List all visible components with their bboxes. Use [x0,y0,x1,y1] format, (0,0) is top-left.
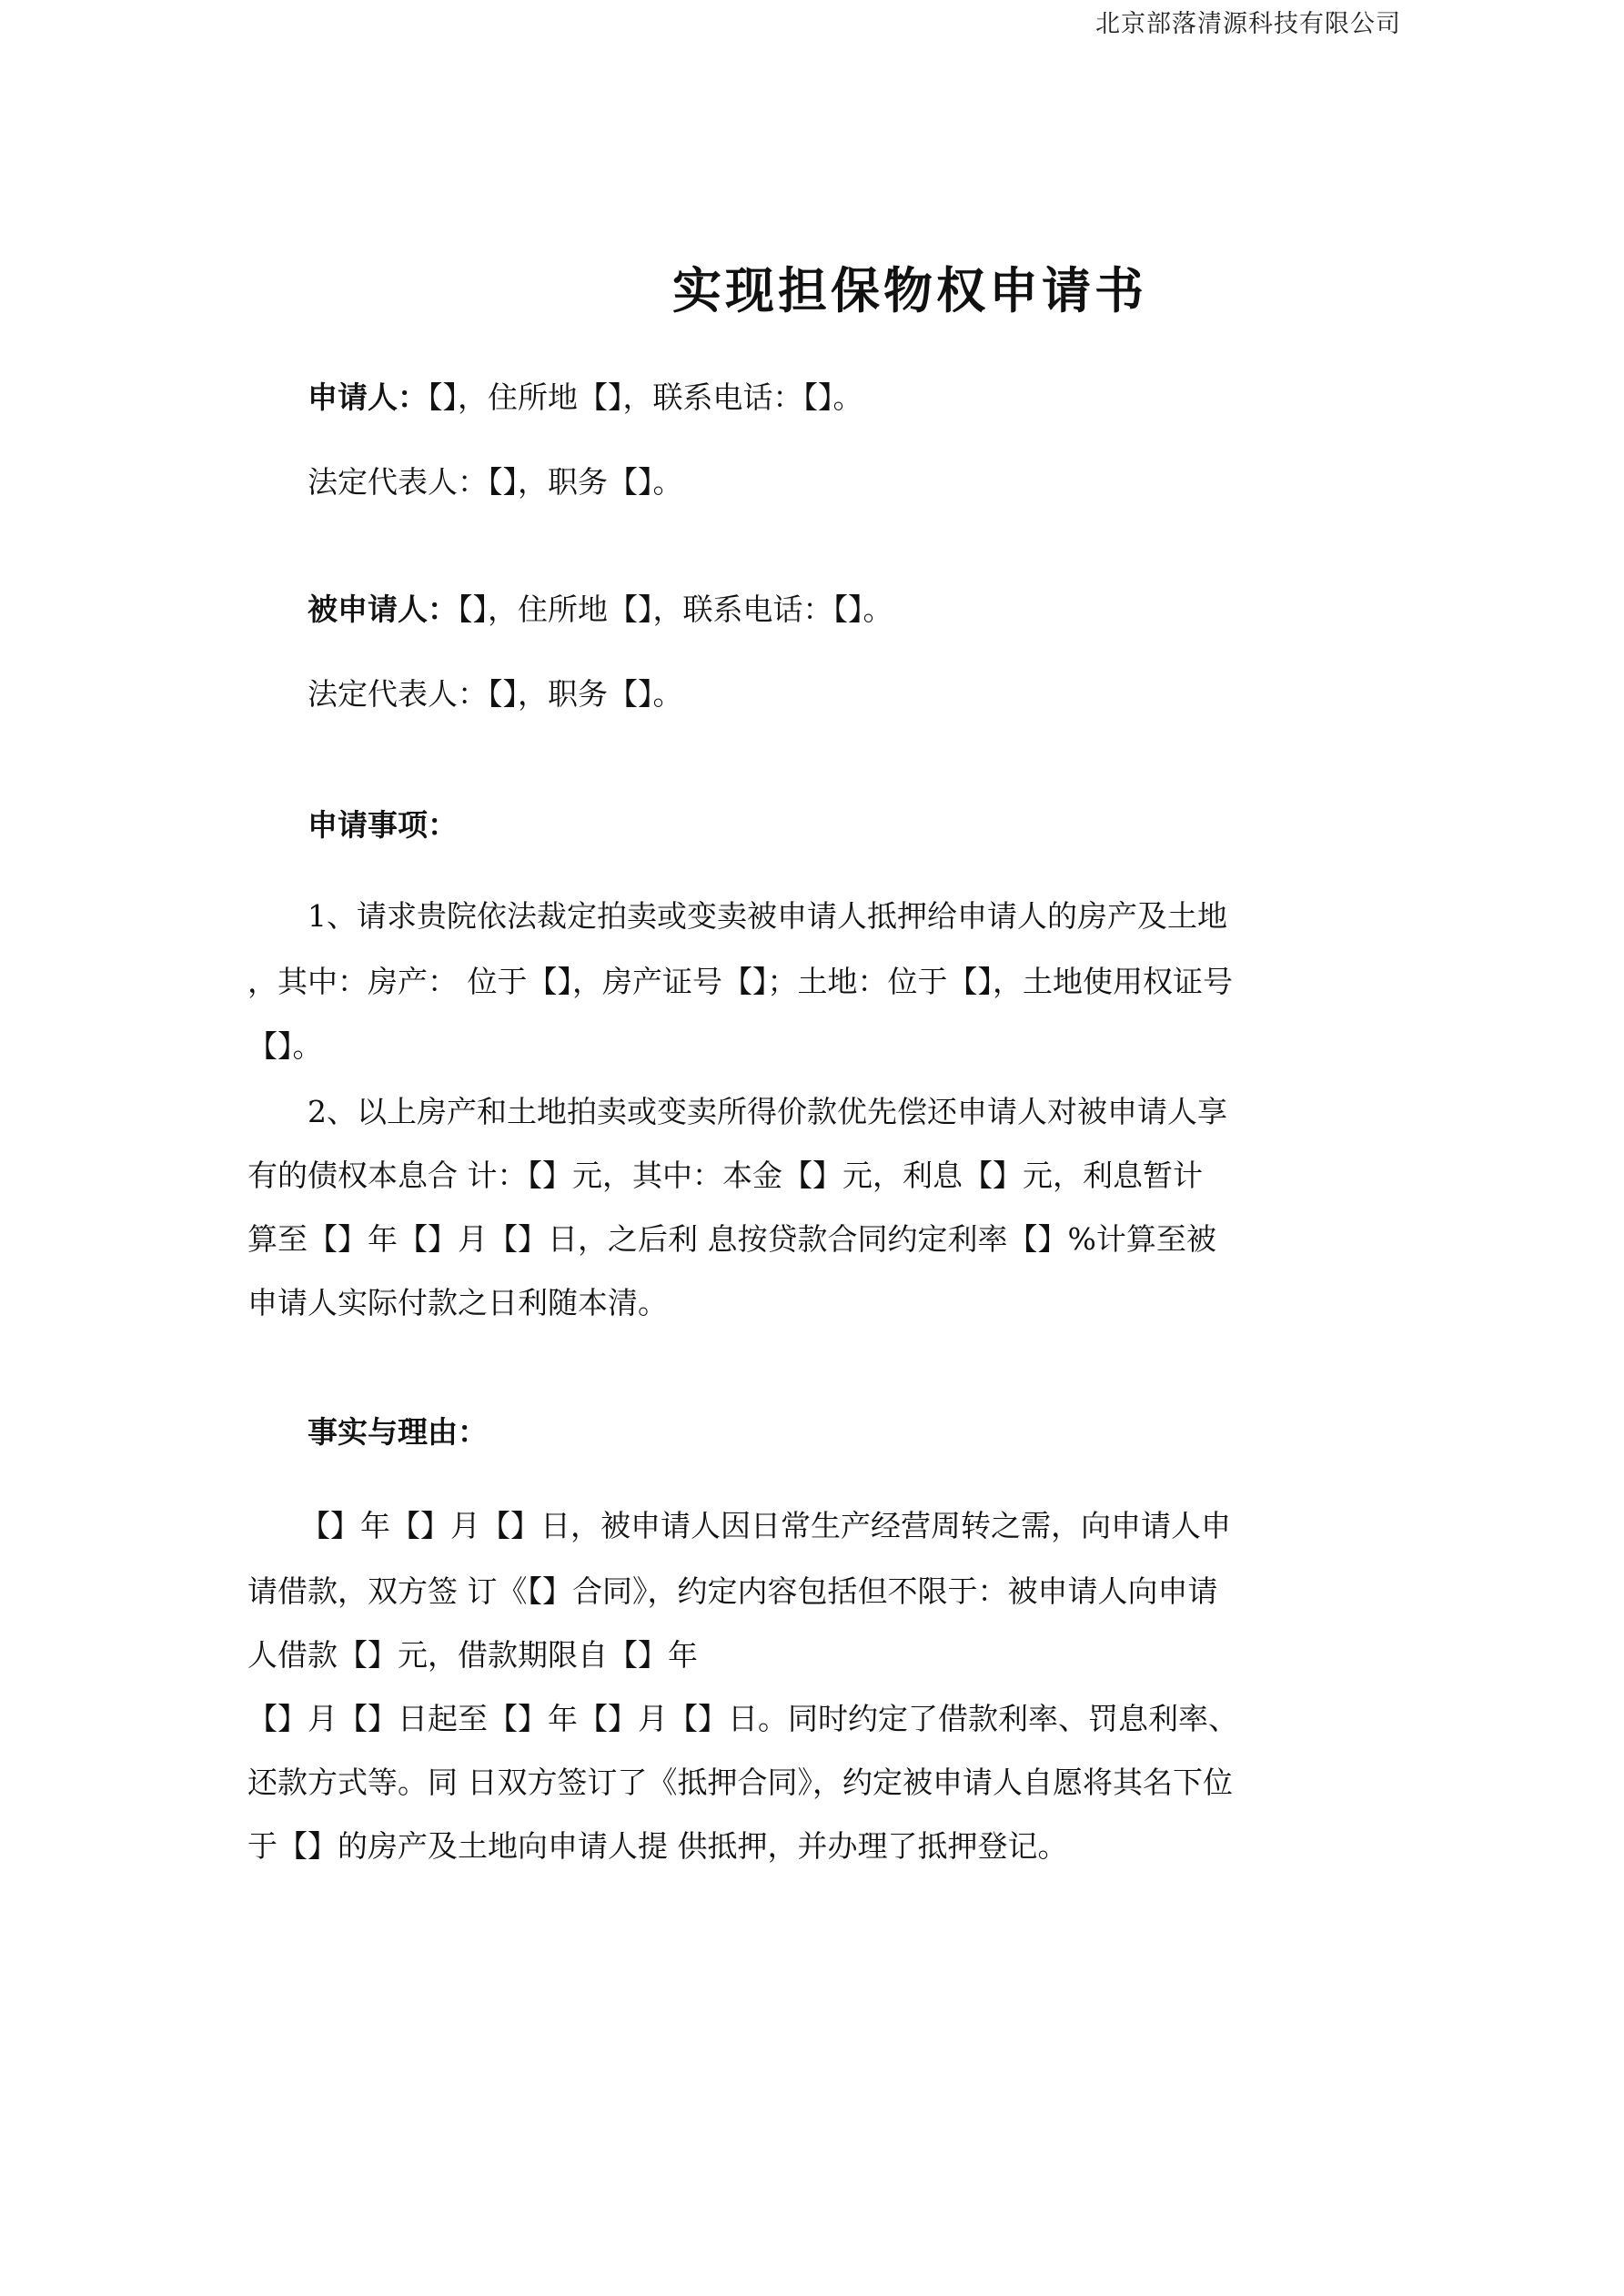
claims-line-2: ，其中：房产： 位于【】，房产证号【】；土地：位于【】，土地使用权证号 [247,964,1233,999]
facts-line-6: 于【】的房产及土地向申请人提 供抵押，并办理了抵押登记。 [247,1828,1068,1864]
claims-heading: 申请事项： [308,807,458,843]
facts-line-2: 请借款，双方签 订《【】合同》，约定内容包括但不限于：被申请人向申请 [247,1573,1218,1609]
claims-line-6: 算至【】年【】月【】日，之后利 息按贷款合同约定利率【】%计算至被 [247,1221,1216,1257]
claims-line-5: 有的债权本息合 计：【】元，其中：本金【】元，利息【】元，利息暂计 [247,1158,1203,1193]
claims-line-1: 1、请求贵院依法裁定拍卖或变卖被申请人抵押给申请人的房产及土地 [308,898,1227,934]
applicant-text: 【】，住所地【】，联系电话：【】。 [428,379,863,415]
claims-line-7: 申请人实际付款之日利随本清。 [247,1285,668,1320]
header-company: 北京部落清源科技有限公司 [1095,10,1401,38]
facts-line-5: 还款方式等。同 日双方签订了《抵押合同》，约定被申请人自愿将其名下位 [247,1765,1233,1800]
claims-line-3: 【】。 [247,1028,323,1064]
facts-line-1: 【】年【】月【】日，被申请人因日常生产经营周转之需，向申请人申 [300,1508,1231,1543]
claims-line-4: 2、以上房产和土地拍卖或变卖所得价款优先偿还申请人对被申请人享 [308,1094,1227,1129]
document-title: 实现担保物权申请书 [672,262,1147,319]
respondent-line [308,592,893,627]
facts-line-4: 【】月【】日起至【】年【】月【】日。同时约定了借款利率、罚息利率、 [247,1701,1238,1736]
respondent-rep-line: 法定代表人：【】，职务【】。 [308,676,683,712]
applicant-rep-line: 法定代表人：【】，职务【】。 [308,464,683,500]
applicant-label: 申请人： [308,379,428,415]
facts-line-3: 人借款【】元，借款期限自【】年 [247,1637,698,1673]
applicant-line [308,379,863,415]
facts-heading: 事实与理由： [308,1414,488,1450]
respondent-label: 被申请人： [308,592,458,627]
respondent-text: 【】，住所地【】，联系电话：【】。 [458,592,893,627]
